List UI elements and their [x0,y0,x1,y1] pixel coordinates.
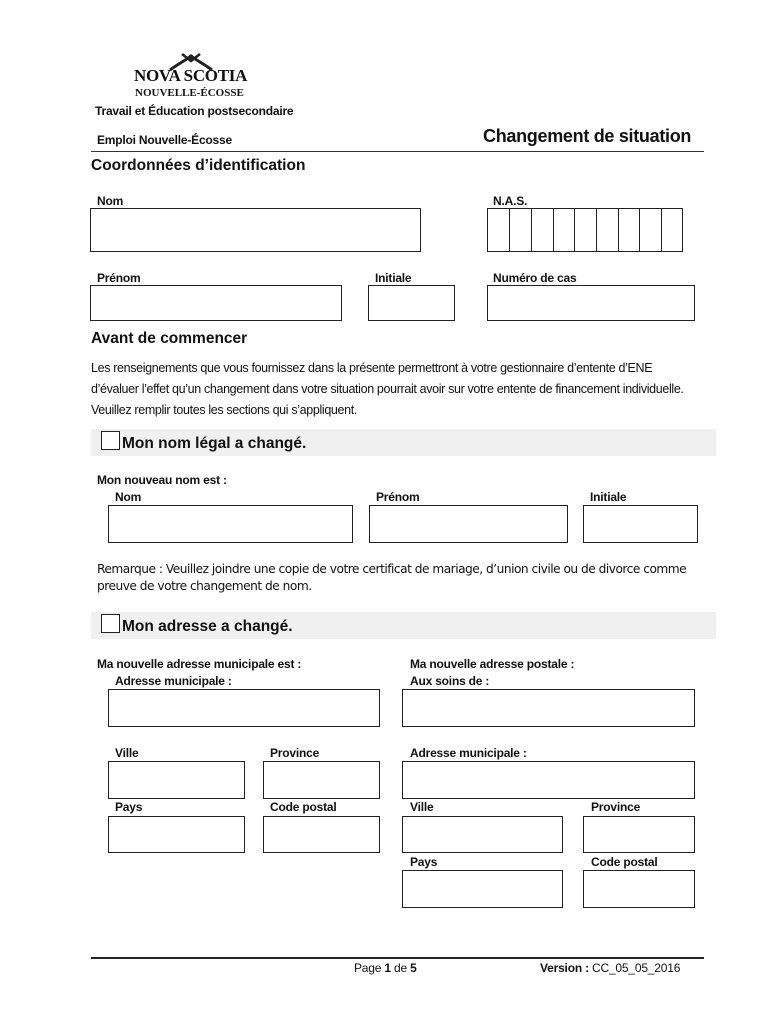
address-change-checkbox[interactable] [101,614,120,633]
municipal-code-postal-label: Code postal [270,800,337,814]
logo-department: Travail et Éducation postsecondaire [95,104,294,118]
footer-rule [91,957,704,959]
logo-nova-scotia: NOVA SCOTIA [134,66,248,85]
nas-label: N.A.S. [493,194,528,208]
postal-aux-soins-label: Aux soins de : [410,674,490,688]
page-current: 1 [384,961,391,975]
nom-field[interactable] [90,208,421,252]
name-change-note: Remarque : Veuillez joindre une copie de votre certificat de mariage, d’union civile ou de divorce comme preuve de votre changement de nom. [97,562,687,593]
version [540,961,680,975]
form-title: Changement de situation [483,126,692,146]
version-label: Version : [540,961,589,975]
postal-address-label: Adresse municipale : [410,746,527,760]
municipal-address-label: Adresse municipale : [115,674,232,688]
new-prenom-field[interactable] [369,505,568,543]
postal-pays-label: Pays [410,855,438,869]
new-prenom-label: Prénom [376,490,420,504]
nom-label: Nom [97,194,124,208]
municipal-address-field[interactable] [108,689,380,727]
new-name-subtitle: Mon nouveau nom est : [97,473,227,487]
new-initiale-field[interactable] [583,505,698,543]
postal-heading: Ma nouvelle adresse postale : [410,657,575,671]
address-change-title: Mon adresse a changé. [122,618,293,635]
prenom-label: Prénom [97,271,141,285]
page-total: 5 [410,961,417,975]
municipal-pays-label: Pays [115,800,143,814]
municipal-ville-field[interactable] [108,761,245,799]
new-nom-label: Nom [115,490,142,504]
postal-code-postal-field[interactable] [583,870,695,908]
initiale-field[interactable] [368,285,455,321]
program-name: Emploi Nouvelle-Écosse [97,133,232,147]
postal-ville-field[interactable] [402,816,563,853]
new-nom-field[interactable] [108,505,353,543]
postal-aux-soins-field[interactable] [402,689,695,727]
postal-code-postal-label: Code postal [591,855,658,869]
municipal-province-label: Province [270,746,320,760]
postal-province-label: Province [591,800,641,814]
intro-heading: Avant de commencer [91,330,248,347]
postal-ville-label: Ville [410,800,434,814]
page-of: de [394,961,407,975]
municipal-heading: Ma nouvelle adresse municipale est : [97,657,302,671]
nas-field[interactable] [487,208,683,252]
numero-cas-label: Numéro de cas [493,271,577,285]
postal-province-field[interactable] [583,816,695,853]
numero-cas-field[interactable] [487,285,695,321]
initiale-label: Initiale [375,271,412,285]
prenom-field[interactable] [90,285,342,321]
version-value: CC_05_05_2016 [592,961,681,975]
intro-text: Les renseignements que vous fournissez dans la présente permettront à votre gestionnaire d’entente d’ENE d’évaluer l’effet qu’un changement dans votre situation pourrait avoir sur votre entente de financement individuelle. Veuillez remplir toutes les sections qui s’appliquent. [91,361,684,417]
municipal-code-postal-field[interactable] [263,816,380,853]
municipal-pays-field[interactable] [108,816,245,853]
name-change-checkbox[interactable] [101,431,120,450]
page-number [354,961,417,975]
header-rule [91,151,704,152]
identification-heading: Coordonnées d’identification [91,157,306,174]
municipal-ville-label: Ville [115,746,139,760]
name-change-title: Mon nom légal a changé. [122,435,307,452]
new-initiale-label: Initiale [590,490,627,504]
postal-address-field[interactable] [402,761,695,799]
municipal-province-field[interactable] [263,761,380,799]
postal-pays-field[interactable] [402,870,563,908]
page-prefix: Page [354,961,382,975]
logo-nouvelle-ecosse: NOUVELLE-ÉCOSSE [135,87,244,99]
